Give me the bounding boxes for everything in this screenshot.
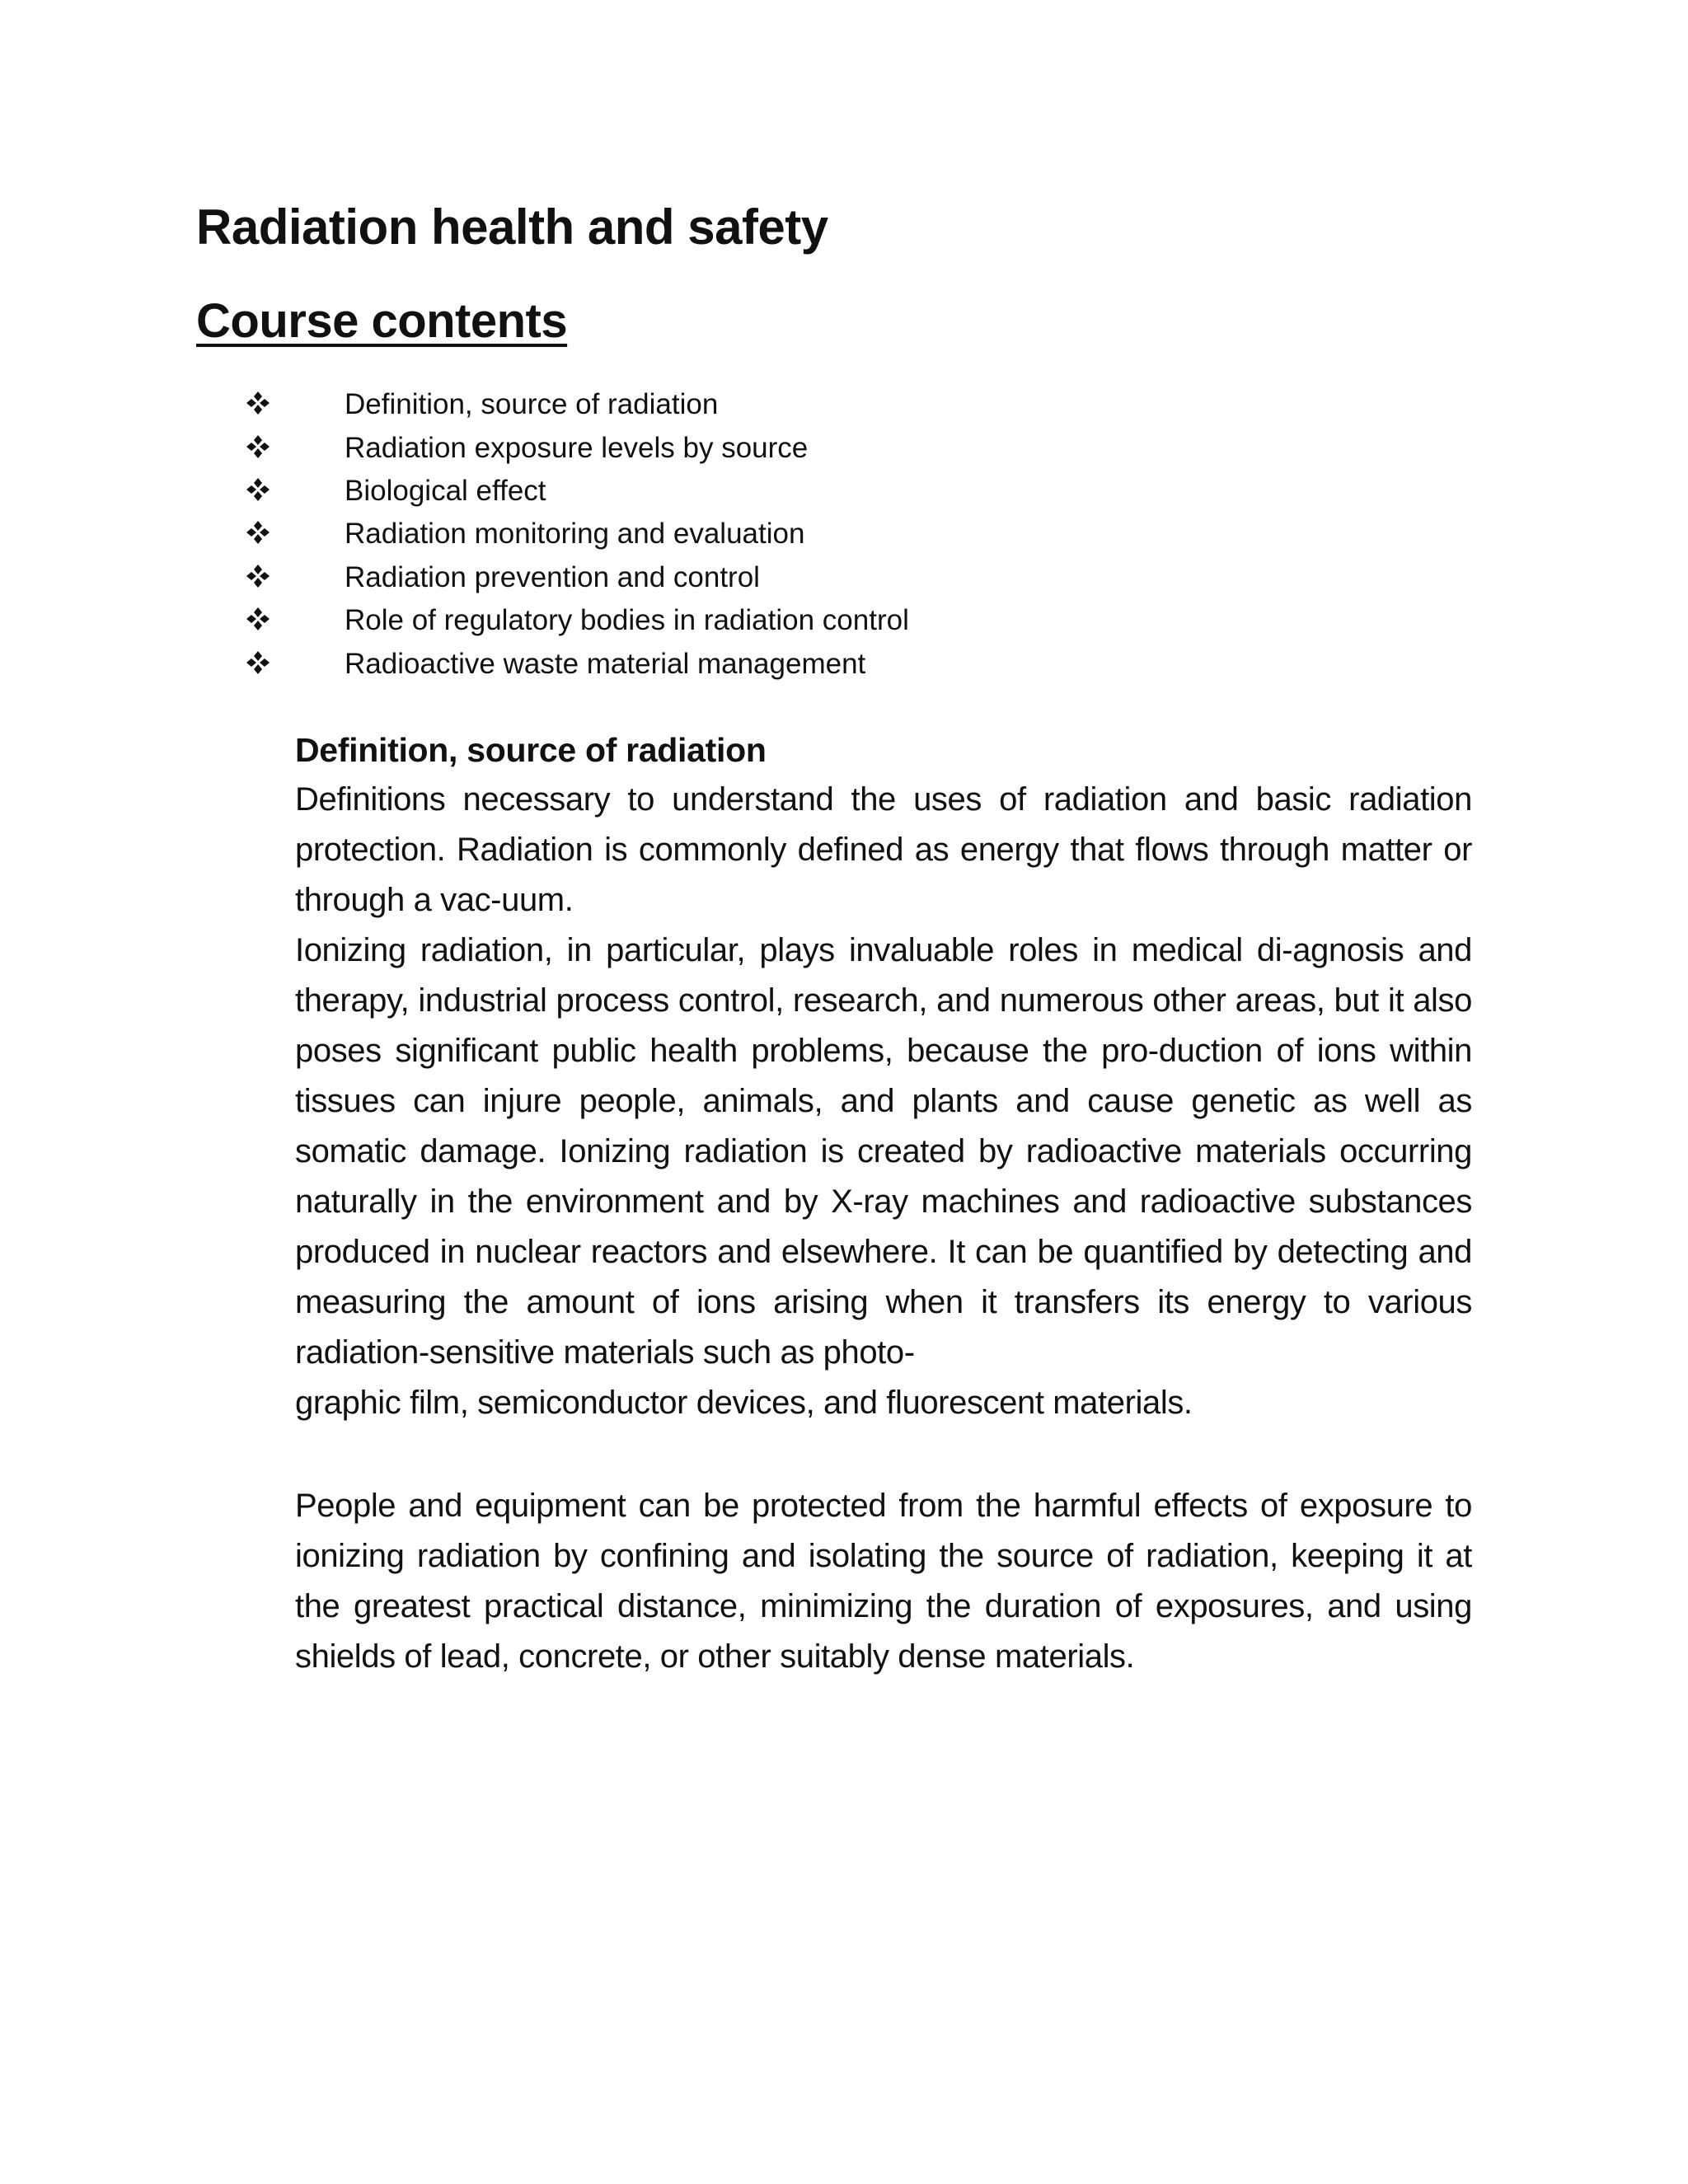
list-item bbox=[246, 642, 909, 685]
course-contents-list bbox=[246, 383, 909, 686]
list-item-label: Role of regulatory bodies in radiation control bbox=[345, 604, 909, 637]
list-item-label: Radiation monitoring and evaluation bbox=[345, 518, 805, 551]
definition-paragraph: Definitions necessary to understand the uses of radiation and basic radiation protection. Radiation is commonly defined as energy that flows through matter or through a vac-uum. bbox=[295, 781, 1472, 918]
list-item bbox=[246, 383, 909, 426]
list-item bbox=[246, 513, 909, 555]
four-diamond-bullet-icon bbox=[246, 520, 295, 548]
list-item-label: Radioactive waste material management bbox=[345, 647, 866, 680]
four-diamond-bullet-icon bbox=[246, 477, 295, 505]
list-item-label: Definition, source of radiation bbox=[345, 388, 719, 421]
four-diamond-bullet-icon bbox=[246, 650, 295, 678]
four-diamond-bullet-icon bbox=[246, 391, 295, 419]
section-heading: Definition, source of radiation bbox=[295, 731, 767, 769]
ionizing-radiation-paragraph: Ionizing radiation, in particular, plays invaluable roles in medical di-agnosis and therapy, industrial process control, research, and numerous other areas, but it also poses significant public health problems, because the pro-duction of ions within tissues can injure people, animals, and plants and cause genetic as well as somatic damage. Ionizing radiation is created by radioactive materials occurring naturally in the environment and by X-ray machines and radioactive substances produced in nuclear reactors and elsewhere. It can be quantified by detecting and measuring the amount of ions arising when it transfers its energy to various radiation-sensitive materials such as photo- bbox=[295, 932, 1472, 1371]
list-item bbox=[246, 599, 909, 642]
list-item-label: Radiation exposure levels by source bbox=[345, 431, 809, 464]
ionizing-radiation-paragraph-continued: graphic film, semiconductor devices, and fluorescent materials. bbox=[295, 1385, 1193, 1421]
protection-paragraph: People and equipment can be protected from the harmful effects of exposure to ionizing radiation by confining and isolating the source of radiation, keeping it at the greatest practical distance, minimizing the duration of exposures, and using shields of lead, concrete, or other suitably dense materials. bbox=[295, 1488, 1472, 1675]
four-diamond-bullet-icon bbox=[246, 607, 295, 635]
list-item-label: Radiation prevention and control bbox=[345, 560, 760, 593]
list-item bbox=[246, 556, 909, 599]
four-diamond-bullet-icon bbox=[246, 434, 295, 462]
list-item bbox=[246, 470, 909, 513]
list-item-label: Biological effect bbox=[345, 474, 546, 507]
course-contents-heading: Course contents bbox=[196, 294, 568, 348]
four-diamond-bullet-icon bbox=[246, 564, 295, 592]
list-item bbox=[246, 426, 909, 469]
document-title: Radiation health and safety bbox=[196, 199, 828, 255]
definition-section bbox=[295, 725, 1472, 1682]
